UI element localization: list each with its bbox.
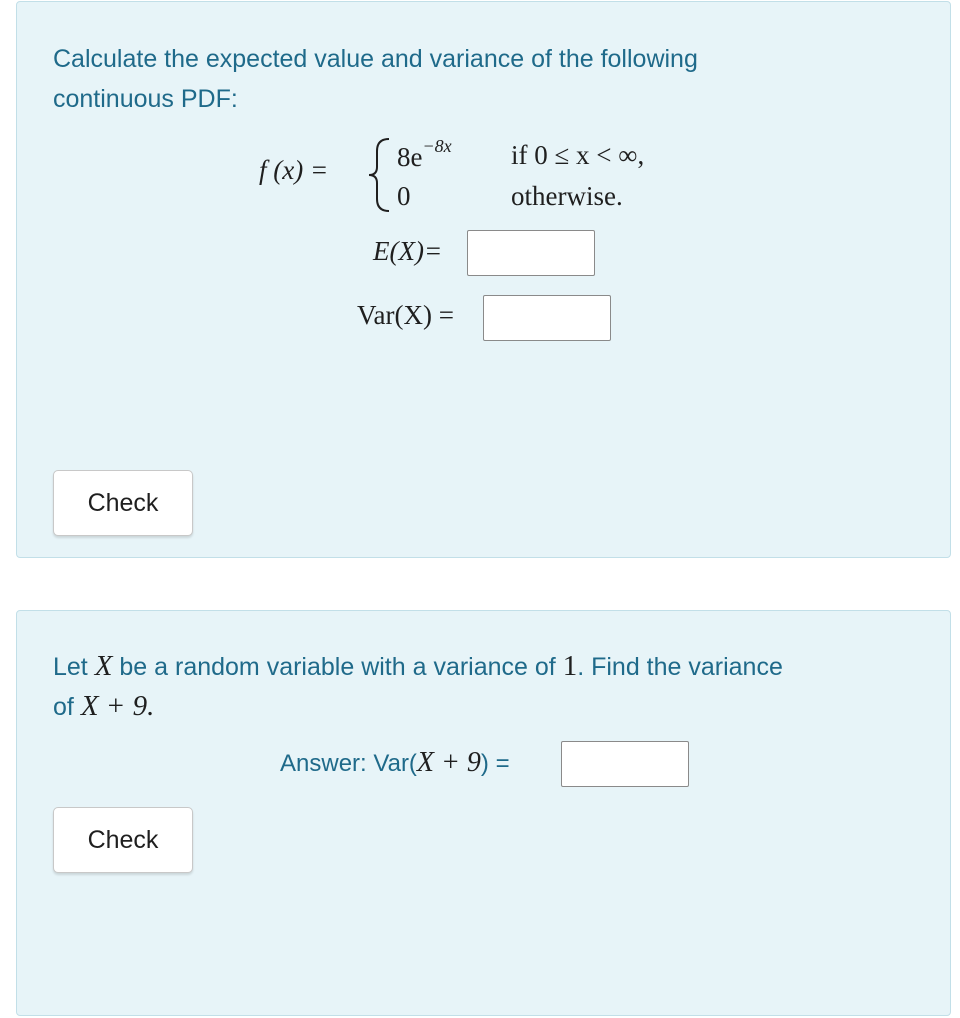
left-brace-icon bbox=[367, 135, 393, 215]
answer-label: Answer: Var(X + 9) = bbox=[280, 747, 510, 778]
check-button-1[interactable]: Check bbox=[53, 470, 193, 536]
question-card-2 bbox=[16, 610, 951, 1016]
variance-input[interactable] bbox=[483, 295, 611, 341]
variance-x-plus-9-input[interactable] bbox=[561, 741, 689, 787]
pdf-case-1-expression: $8e^{-8x}$ bbox=[397, 136, 452, 172]
expected-value-label: E(X)= bbox=[373, 236, 443, 266]
question-1-prompt-line-1: Calculate the expected value and variance of the following bbox=[53, 45, 698, 73]
check-button-2[interactable]: Check bbox=[53, 807, 193, 873]
pdf-case-1-condition: if 0 ≤ x < ∞, bbox=[511, 140, 645, 170]
pdf-case-2-expression: 0 bbox=[397, 181, 411, 211]
pdf-lhs: f (x) = bbox=[259, 155, 329, 185]
question-2-prompt-line-2: of X + 9. bbox=[53, 690, 155, 722]
question-2-prompt-line-1: Let X be a random variable with a variance of 1. Find the variance bbox=[53, 650, 783, 682]
pdf-case-2-condition: otherwise. bbox=[511, 181, 623, 211]
question-card-1 bbox=[16, 1, 951, 558]
expected-value-input[interactable] bbox=[467, 230, 595, 276]
question-1-prompt-line-2: continuous PDF: bbox=[53, 85, 238, 113]
variance-label: Var(X) = bbox=[357, 300, 454, 330]
